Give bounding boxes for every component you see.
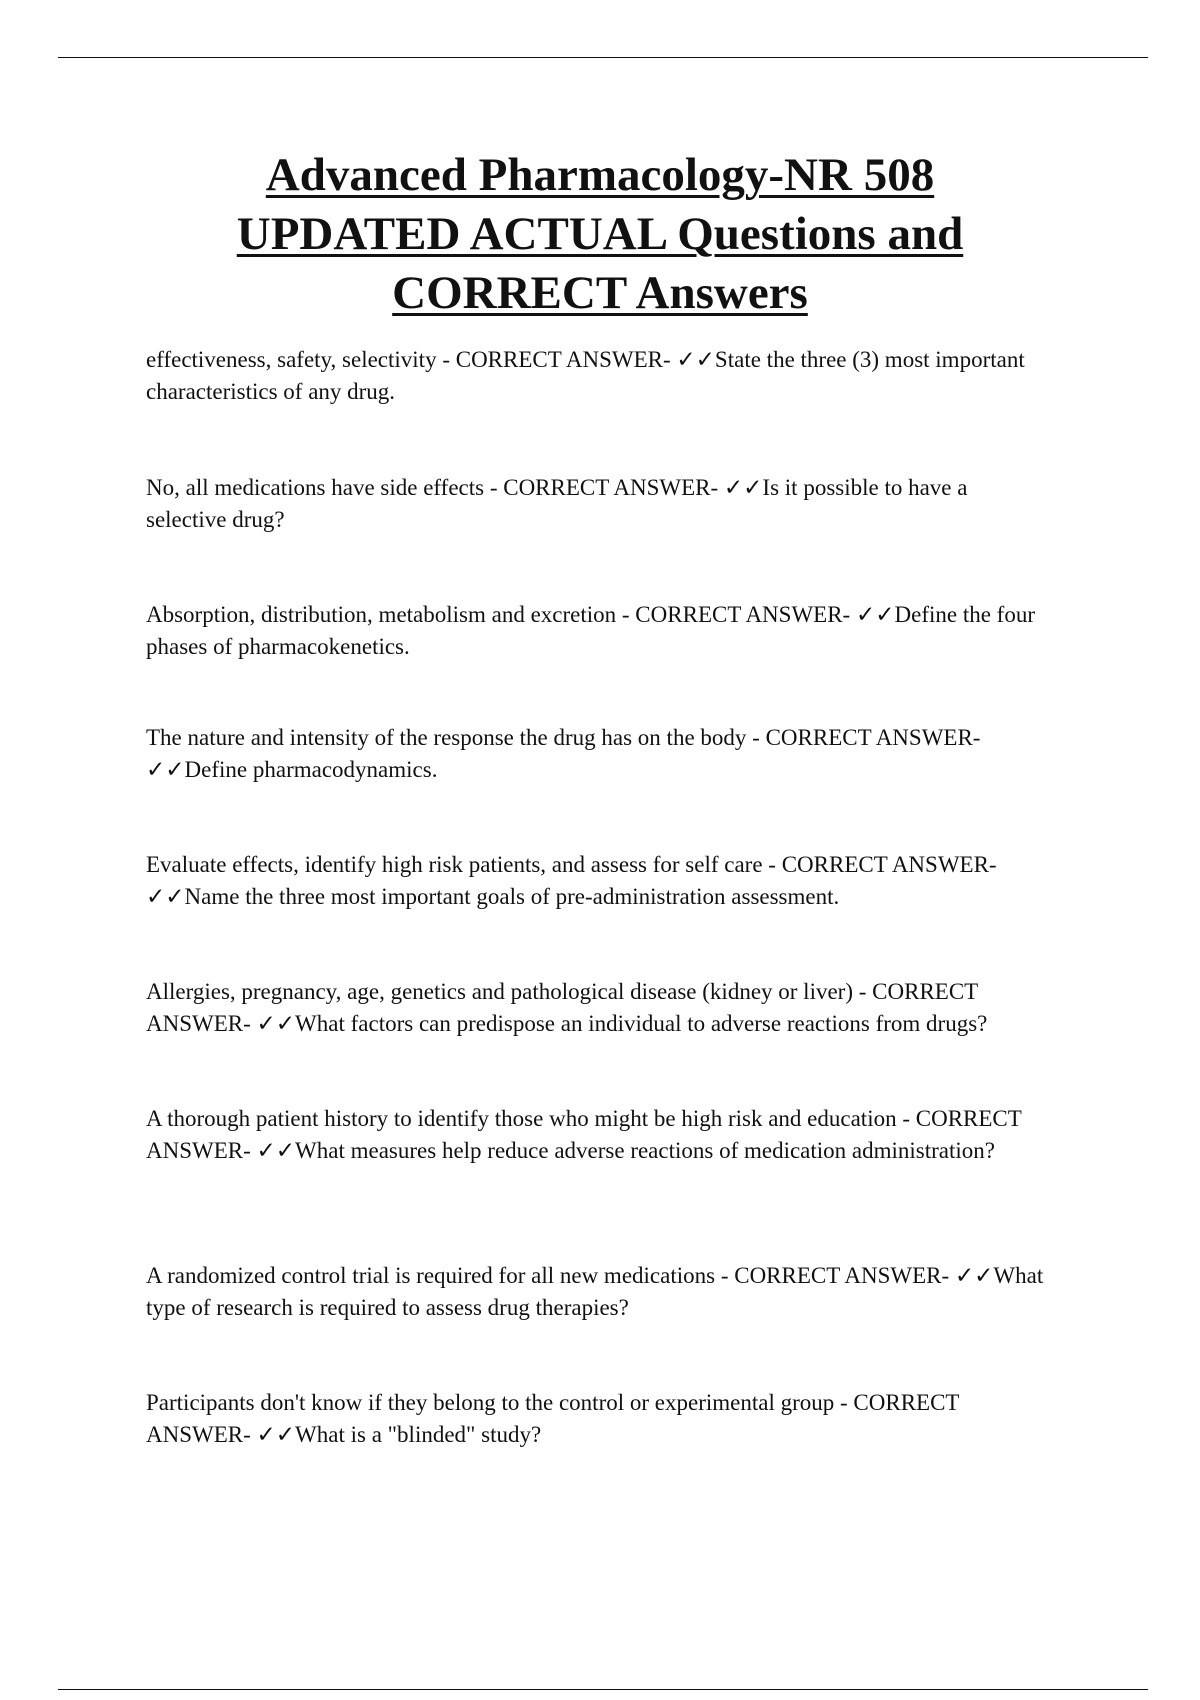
title-line-3: CORRECT Answers — [392, 267, 808, 319]
qa-item-3: Absorption, distribution, metabolism and excretion - CORRECT ANSWER- ✓✓Define the four phases of pharmacokenetics. — [146, 602, 1036, 659]
qa-item-4: The nature and intensity of the response the drug has on the body - CORRECT ANSWER- ✓✓Define pharmacodynamics. — [146, 725, 981, 782]
qa-item-6: Allergies, pregnancy, age, genetics and pathological disease (kidney or liver) - CORRECT ANSWER- ✓✓What factors can predispose an individual to adverse reactions from drugs? — [146, 979, 988, 1036]
bottom-rule — [58, 1689, 1148, 1690]
document-title — [100, 146, 1100, 323]
qa-item-9: Participants don't know if they belong to the control or experimental group - CORRECT ANSWER- ✓✓What is a "blinded" study? — [146, 1390, 960, 1447]
qa-item-2: No, all medications have side effects - CORRECT ANSWER- ✓✓Is it possible to have a selective drug? — [146, 475, 968, 532]
qa-item-5: Evaluate effects, identify high risk patients, and assess for self care - CORRECT ANSWER- ✓✓Name the three most important goals of pre-administration assessment. — [146, 852, 997, 909]
title-line-2: UPDATED ACTUAL Questions and — [236, 208, 964, 260]
title-line-1: Advanced Pharmacology-NR 508 — [265, 149, 935, 201]
qa-item-7: A thorough patient history to identify those who might be high risk and education - CORRECT ANSWER- ✓✓What measures help reduce adverse reactions of medication administration? — [146, 1106, 1022, 1163]
qa-item-1: effectiveness, safety, selectivity - CORRECT ANSWER- ✓✓State the three (3) most important characteristics of any drug. — [146, 347, 1025, 404]
qa-item-8: A randomized control trial is required for all new medications - CORRECT ANSWER- ✓✓What type of research is required to assess drug therapies? — [146, 1263, 1044, 1320]
top-rule — [58, 57, 1148, 58]
